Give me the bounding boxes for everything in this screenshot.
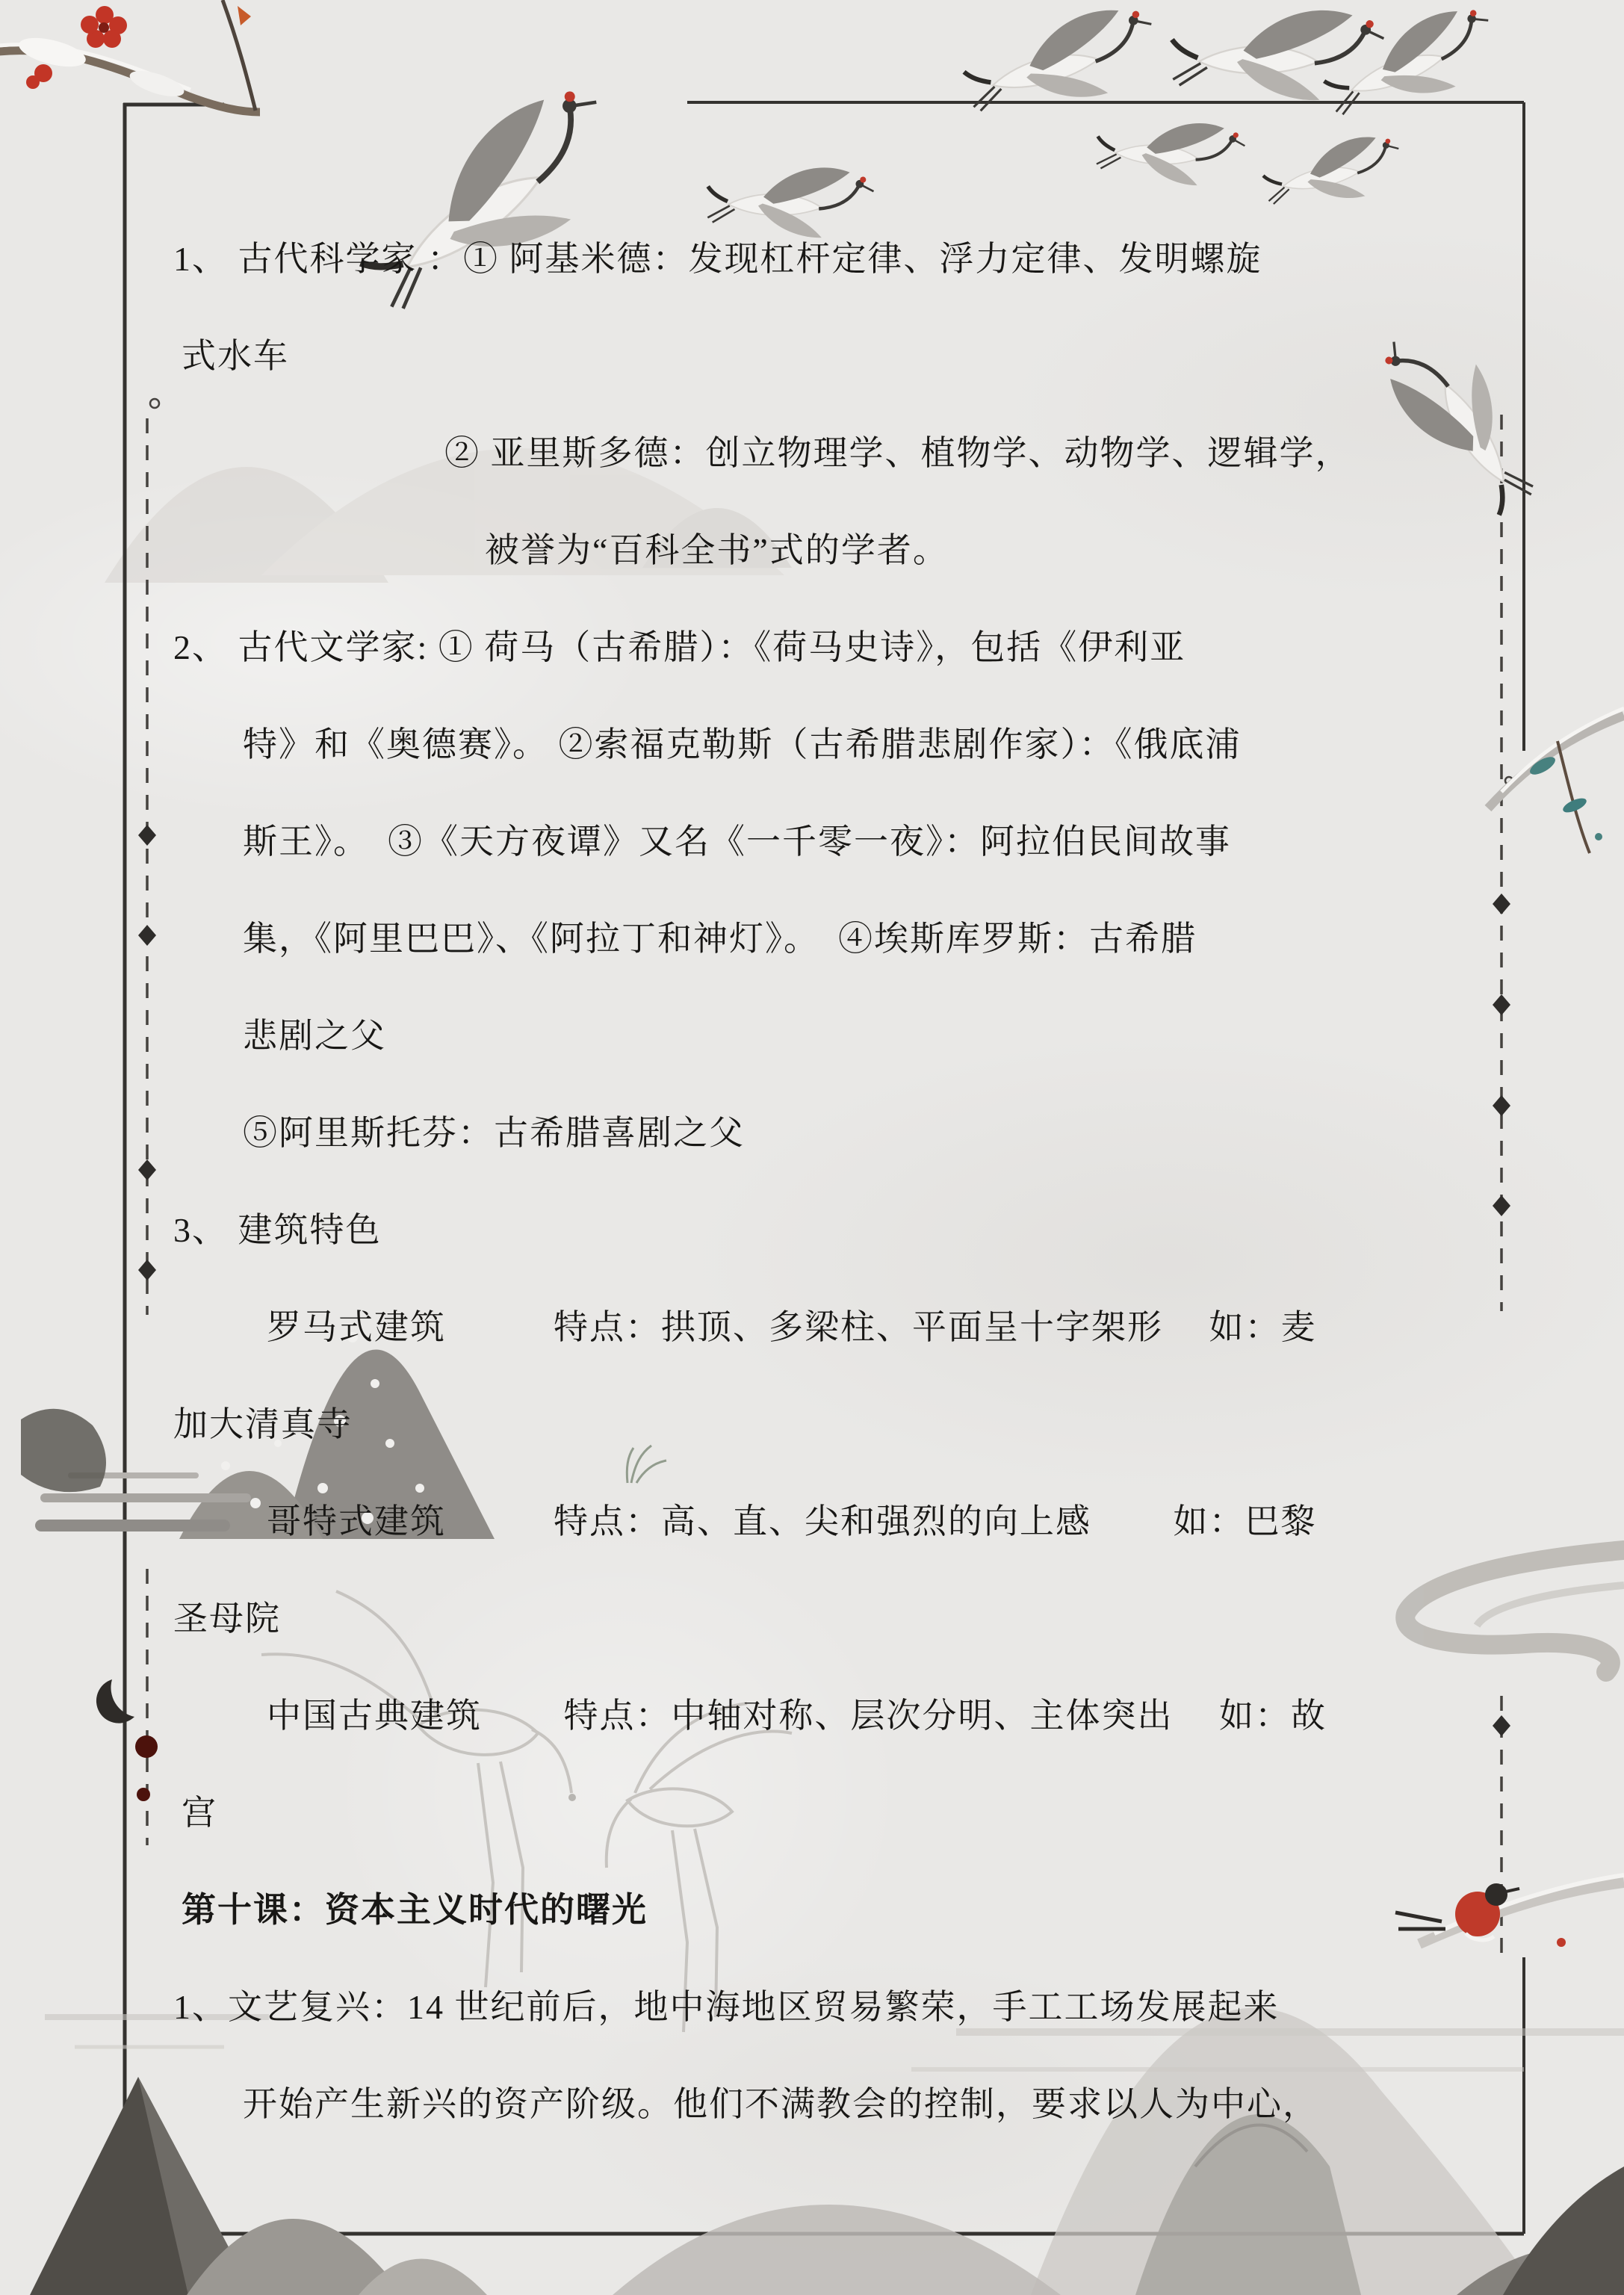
text-line: ⑤阿里斯托芬：古希腊喜剧之父: [243, 1114, 745, 1152]
text-line: 加大清真寺: [173, 1405, 353, 1443]
text-line: 中国古典建筑 特点：中轴对称、层次分明、主体突出 如：故: [267, 1697, 1327, 1735]
text-line: 式水车: [182, 337, 289, 375]
notes-document: [125, 211, 1529, 2153]
text-line: 斯王》。 ③《天方夜谭》又名《一千零一夜》：阿拉伯民间故事: [243, 823, 1231, 861]
text-line: 2、 古代文学家: ① 荷马（古希腊）：《荷马史诗》，包括《伊利亚: [173, 628, 1186, 666]
text-line: 特》和《奥德赛》。 ②索福克勒斯（古希腊悲剧作家）：《俄底浦: [243, 725, 1242, 764]
text-line: 悲剧之父: [243, 1017, 386, 1055]
text-line: 罗马式建筑 特点：拱顶、多梁柱、平面呈十字架形 如：麦: [267, 1308, 1317, 1346]
text-line: 3、 建筑特色: [173, 1211, 382, 1249]
text-line: 开始产生新兴的资产阶级。他们不满教会的控制，要求以人为中心，: [243, 2085, 1318, 2123]
lesson-heading: 第十课：资本主义时代的曙光: [182, 1891, 648, 1929]
text-line: 被誉为“百科全书”式的学者。: [485, 531, 949, 569]
text-line: 1、文艺复兴：14 世纪前后，地中海地区贸易繁荣，手工工场发展起来: [173, 1988, 1280, 2026]
text-line: 1、 古代科学家 ：① 阿基米德：发现杠杆定律、浮力定律、发明螺旋: [173, 240, 1262, 278]
plum-blossom-icon: [0, 0, 260, 112]
text-line: 圣母院: [173, 1599, 281, 1638]
text-line: 集，《阿里巴巴》、《阿拉丁和神灯》。 ④埃斯库罗斯：古希腊: [243, 920, 1197, 958]
text-line: 宫: [182, 1794, 217, 1832]
text-line: 哥特式建筑 特点：高、直、尖和强烈的向上感 如：巴黎: [267, 1502, 1317, 1540]
text-line: ② 亚里斯多德：创立物理学、植物学、动物学、逻辑学，: [444, 434, 1351, 472]
